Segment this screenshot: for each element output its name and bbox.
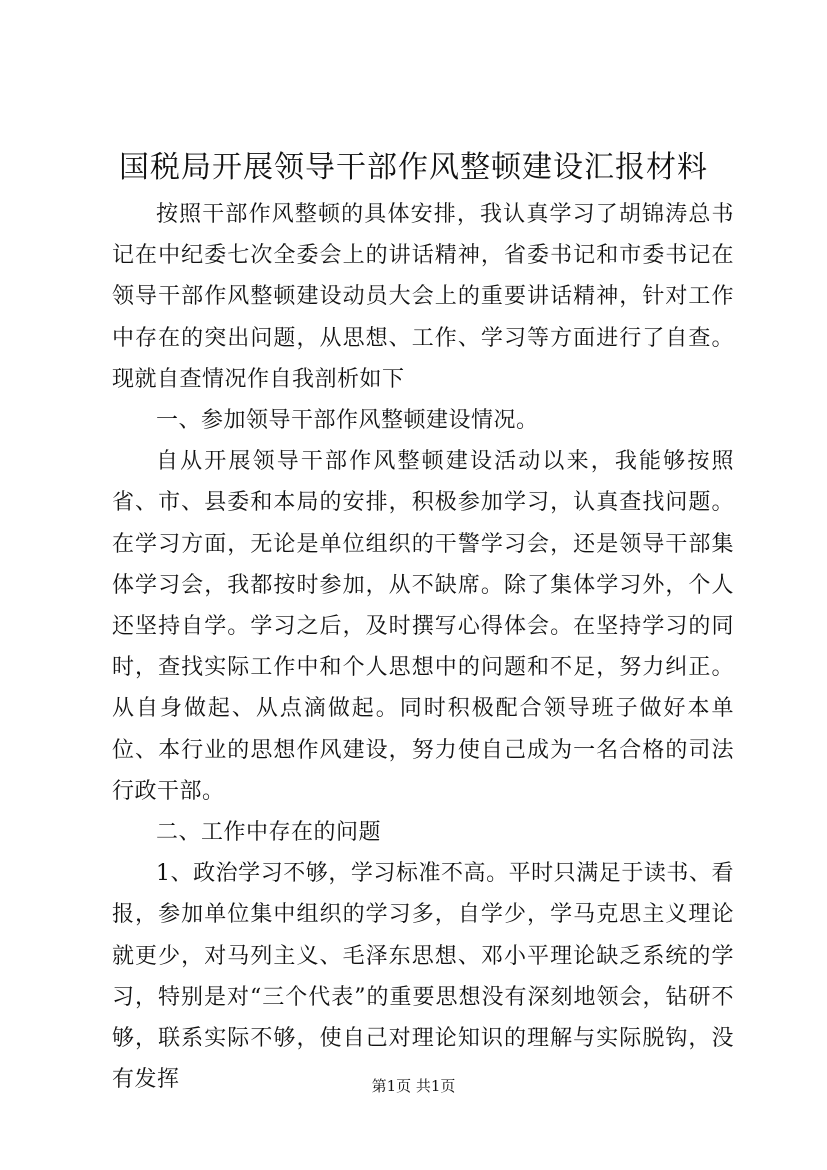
section-heading-2: 二、工作中存在的问题 [156,820,382,846]
paragraph-intro: 按照干部作风整顿的具体安排，我认真学习了胡锦涛总书记在中纪委七次全委会上的讲话精神，省委书记和市委书记在领导干部作风整顿建设动员大会上的重要讲话精神，针对工作中存在的突出问题，从思想、工作、学习等方面进行了自查。现就自查情况作自我剖析如下 [112,202,734,392]
section-heading-1: 一、参加领导干部作风整顿建设情况。 [156,408,539,434]
page-footer: 第1页 共1页 [371,1077,456,1095]
paragraph-section-2-item-1: 1、政治学习不够，学习标准不高。平时只满足于读书、看报，参加单位集中组织的学习多，自学少，学马克思主义理论就更少，对马列主义、毛泽东思想、邓小平理论缺乏系统的学习，特别是对“三个代表”的重要思想没有深刻地领会，钻研不够，联系实际不够，使自己对理论知识的理解与实际脱钩，没有发挥 [112,861,734,1093]
document-title: 国税局开展领导干部作风整顿建设汇报材料 [119,150,708,185]
paragraph-section-1: 自从开展领导干部作风整顿建设活动以来，我能够按照省、市、县委和本局的安排，积极参加学习，认真查找问题。在学习方面，无论是单位组织的干警学习会，还是领导干部集体学习会，我都按时参加，从不缺席。除了集体学习外，个人还坚持自学。学习之后，及时撰写心得体会。在坚持学习的同时，查找实际工作中和个人思想中的问题和不足，努力纠正。从自身做起、从点滴做起。同时积极配合领导班子做好本单位、本行业的思想作风建设，努力使自己成为一名合格的司法行政干部。 [112,449,734,804]
document-body [112,194,734,1100]
